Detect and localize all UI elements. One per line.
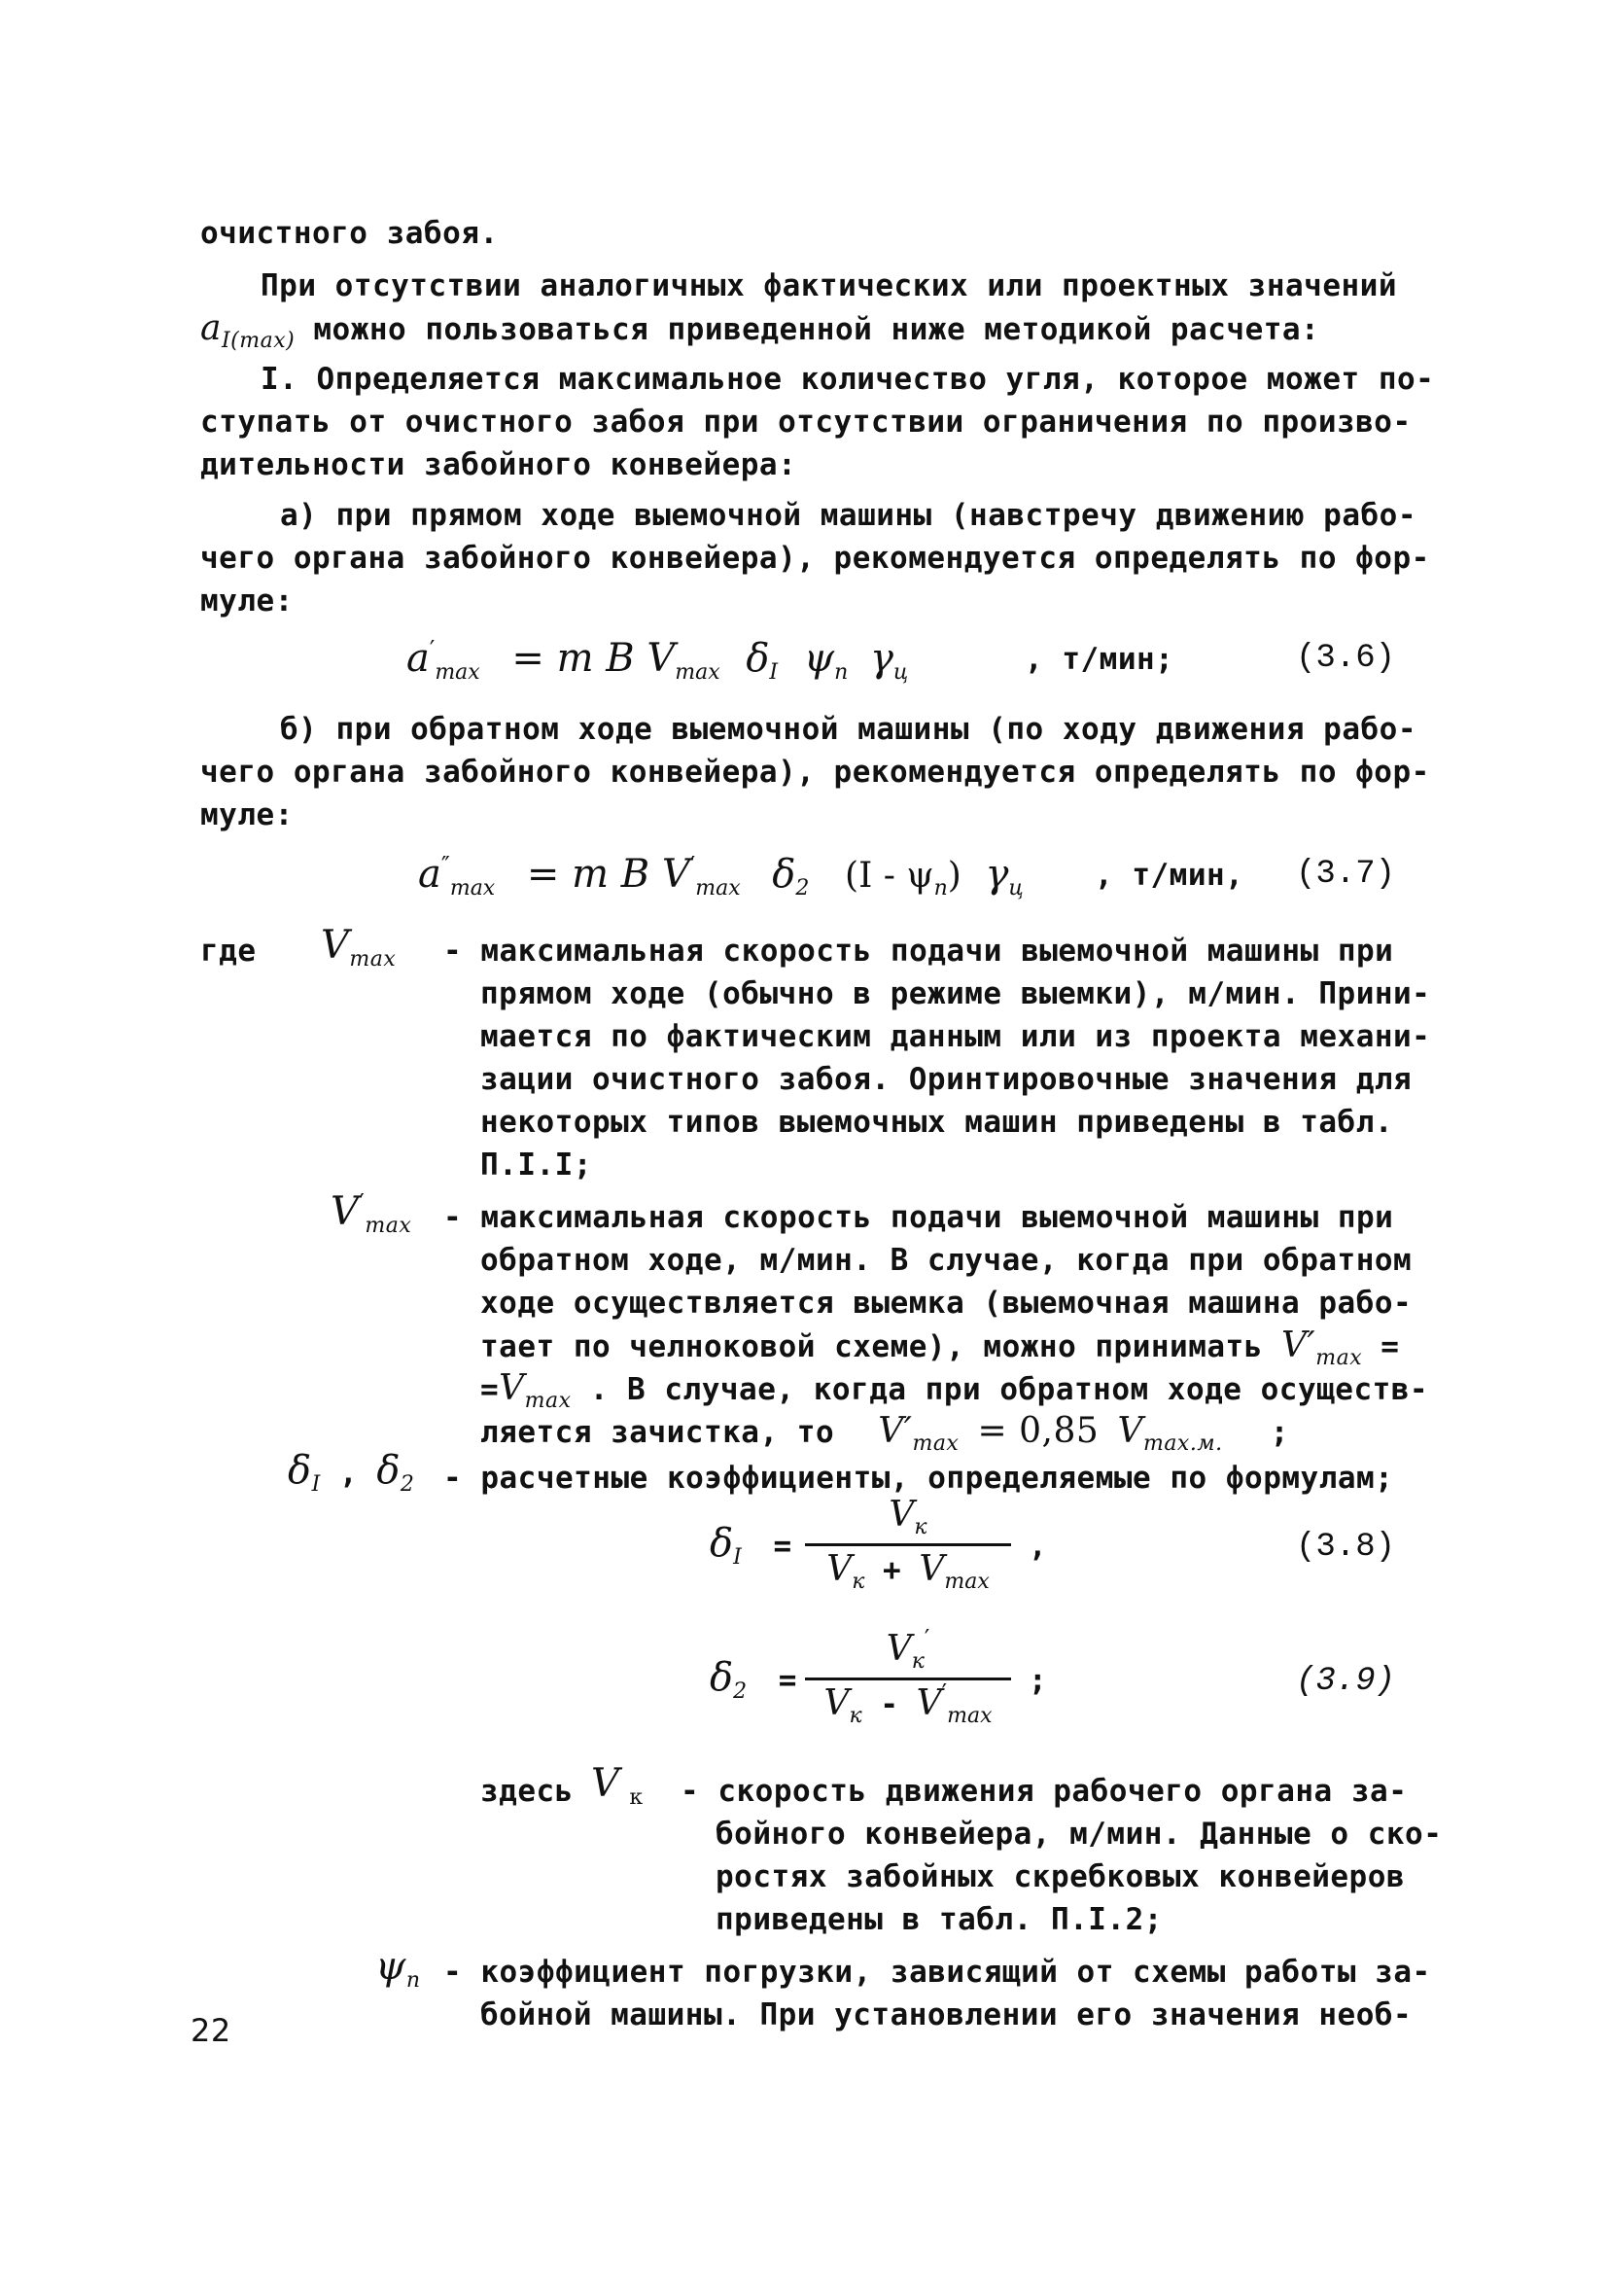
text-line: а) при прямом ходе выемочной машины (навстречу движению рабо- bbox=[280, 498, 1416, 533]
eq-symbol: V bbox=[499, 1368, 525, 1408]
text-fragment: . В случае, когда при обратном ходе осуществ- bbox=[589, 1372, 1429, 1407]
eq-symbol: V′ bbox=[878, 1411, 913, 1451]
text-line: - максимальная скорость подачи выемочной машины при bbox=[443, 934, 1394, 969]
eq-superscript: ′ bbox=[429, 636, 436, 663]
eq-subscript: max bbox=[675, 660, 720, 685]
equation-3-8-lhs bbox=[710, 1519, 791, 1574]
text-fragment: = bbox=[480, 1372, 500, 1407]
eq-symbol: = bbox=[778, 1663, 797, 1698]
eq-symbol: δ bbox=[376, 1448, 401, 1493]
eq-symbol: γ bbox=[985, 852, 1009, 897]
text-fragment: , bbox=[338, 1456, 359, 1491]
text-line: бойной машины. При установлении его значения необ- bbox=[480, 1997, 1413, 2032]
text-line: П.I.I; bbox=[480, 1148, 592, 1183]
eq-subscript: 2 bbox=[733, 1679, 748, 1704]
eq-subscript: ц bbox=[892, 660, 909, 685]
page-number: 22 bbox=[191, 2012, 231, 2049]
eq-subscript: ц bbox=[1008, 876, 1024, 901]
text-line: муле: bbox=[200, 583, 294, 618]
eq-subscript: к bbox=[911, 1649, 925, 1674]
eq-subscript: 2 bbox=[400, 1472, 415, 1497]
eq-symbol: a bbox=[406, 636, 430, 681]
eq-subscript: max bbox=[449, 876, 496, 901]
equation-unit: , т/мин; bbox=[1025, 642, 1174, 677]
eq-symbol: ) bbox=[947, 856, 961, 896]
eq-symbol: V bbox=[886, 1629, 912, 1669]
eq-symbol: V bbox=[331, 1189, 360, 1234]
text-line: чего органа забойного конвейера), рекомендуется определять по фор- bbox=[200, 755, 1430, 790]
eq-subscript: I bbox=[311, 1472, 321, 1497]
where-word: где bbox=[200, 934, 257, 969]
eq-subscript: max.м. bbox=[1142, 1431, 1223, 1456]
eq-superscript: ′ bbox=[359, 1189, 366, 1217]
text-line: - расчетные коэффициенты, определяемые по формулам; bbox=[443, 1461, 1394, 1496]
eq-symbol: V bbox=[1117, 1411, 1143, 1451]
fraction-denominator bbox=[805, 1546, 1011, 1598]
fraction-denominator bbox=[805, 1680, 1011, 1732]
eq-subscript: I bbox=[769, 660, 779, 685]
symbol-a-max: a bbox=[200, 308, 222, 348]
eq-subscript: max bbox=[912, 1431, 960, 1456]
eq-superscript: ″ bbox=[440, 852, 450, 879]
fraction-3-8 bbox=[805, 1492, 1011, 1598]
text-fragment: = bbox=[1381, 1329, 1400, 1364]
text-line: зации очистного забоя. Оринтировочные значения для bbox=[480, 1062, 1413, 1097]
eq-subscript: max bbox=[365, 1214, 412, 1238]
eq-subscript: I bbox=[733, 1545, 742, 1570]
eq-symbol: V bbox=[919, 1549, 945, 1589]
term-symbol bbox=[331, 1190, 411, 1240]
equation-3-9-lhs bbox=[710, 1653, 796, 1709]
eq-subscript: max bbox=[435, 660, 480, 685]
text-line: бойного конвейера, м/мин. Данные о ско- bbox=[716, 1817, 1443, 1852]
eq-subscript: max bbox=[1315, 1346, 1363, 1370]
text-line: чего органа забойного конвейера), рекомендуется определять по фор- bbox=[200, 541, 1430, 576]
eq-superscript: ′ bbox=[689, 852, 696, 879]
equation-3-6 bbox=[406, 634, 908, 689]
eq-symbol: = m B V bbox=[511, 636, 676, 681]
text-line: приведены в табл. П.I.2; bbox=[716, 1902, 1163, 1937]
eq-symbol: V bbox=[916, 1683, 942, 1723]
eq-subscript: max bbox=[944, 1570, 990, 1594]
text-fragment: ляется зачистка, то bbox=[480, 1415, 835, 1450]
eq-symbol: δ bbox=[710, 1521, 734, 1566]
text-line bbox=[200, 307, 1319, 355]
eq-symbol: V bbox=[826, 1549, 853, 1589]
eq-subscript: к bbox=[849, 1704, 862, 1728]
equation-tail: , bbox=[1029, 1529, 1048, 1564]
equation-number: (3.6) bbox=[1296, 640, 1396, 677]
text-line: - скорость движения рабочего органа за- bbox=[681, 1774, 1408, 1809]
text-line bbox=[480, 1325, 1399, 1372]
eq-superscript: ′ bbox=[941, 1679, 948, 1707]
eq-symbol: a bbox=[418, 852, 441, 897]
here-word: здесь bbox=[480, 1774, 574, 1809]
text-line: дительности забойного конвейера: bbox=[200, 447, 797, 482]
text-line: некоторых типов выемочных машин приведены в табл. bbox=[480, 1105, 1394, 1140]
text-line: При отсутствии аналогичных фактических или проектных значений bbox=[261, 268, 1397, 303]
symbol-subscript: I(max) bbox=[221, 329, 296, 353]
eq-subscript: max bbox=[695, 876, 741, 901]
eq-symbol: V bbox=[591, 1761, 620, 1806]
eq-symbol: - bbox=[880, 1687, 898, 1722]
eq-symbol: γ bbox=[870, 636, 893, 681]
fraction-3-9 bbox=[805, 1626, 1011, 1732]
text-line: обратном ходе, м/мин. В случае, когда при обратном bbox=[480, 1243, 1413, 1278]
text-fragment: ; bbox=[1270, 1415, 1289, 1450]
eq-subscript: n bbox=[405, 1968, 421, 1993]
eq-subscript: к bbox=[914, 1515, 927, 1539]
term-symbol bbox=[591, 1762, 644, 1812]
text-line: ступать от очистного забоя при отсутствии ограничения по произво- bbox=[200, 405, 1412, 440]
eq-symbol: V bbox=[889, 1495, 915, 1535]
eq-subscript: n bbox=[834, 660, 849, 685]
text-line: прямом ходе (обычно в режиме выемки), м/мин. Прини- bbox=[480, 976, 1431, 1011]
eq-symbol: V bbox=[321, 923, 350, 968]
text-line: муле: bbox=[200, 797, 294, 832]
eq-symbol: δ bbox=[288, 1448, 312, 1493]
eq-symbol: = m B V bbox=[526, 852, 690, 897]
eq-subscript: к bbox=[629, 1785, 644, 1810]
eq-symbol: δ bbox=[746, 636, 770, 681]
eq-symbol: ψ bbox=[803, 636, 835, 681]
term-symbol bbox=[321, 924, 396, 973]
fraction-numerator bbox=[805, 1492, 1011, 1546]
eq-subscript: n bbox=[933, 876, 948, 901]
text-line: - максимальная скорость подачи выемочной машины при bbox=[443, 1200, 1394, 1235]
eq-symbol: δ bbox=[710, 1655, 734, 1700]
eq-symbol: = bbox=[773, 1529, 792, 1564]
text-line: мается по фактическим данным или из проекта механи- bbox=[480, 1019, 1431, 1054]
eq-subscript: 2 bbox=[795, 876, 810, 901]
text-fragment: тает по челноковой схеме), можно принимать bbox=[480, 1329, 1263, 1364]
text-line: б) при обратном ходе выемочной машины (по ходу движения рабо- bbox=[280, 712, 1416, 747]
eq-symbol: + bbox=[883, 1553, 901, 1588]
equation-number: (3.8) bbox=[1296, 1529, 1396, 1566]
equation-unit: , т/мин, bbox=[1095, 858, 1244, 893]
term-symbol bbox=[288, 1449, 414, 1499]
equation-tail: ; bbox=[1029, 1663, 1048, 1698]
text-fragment: можно пользоваться приведенной ниже методикой расчета: bbox=[313, 312, 1320, 347]
eq-superscript: ′ bbox=[924, 1625, 930, 1652]
text-line bbox=[480, 1367, 1428, 1415]
text-line: ростях забойных скребковых конвейеров bbox=[716, 1859, 1406, 1894]
term-symbol bbox=[375, 1945, 421, 1995]
eq-subscript: max bbox=[349, 947, 397, 971]
fraction-numerator bbox=[805, 1626, 1011, 1680]
text-line bbox=[480, 1410, 1289, 1458]
eq-symbol: ψ bbox=[375, 1944, 406, 1989]
eq-symbol: V′ bbox=[1281, 1325, 1316, 1365]
eq-subscript: max bbox=[524, 1389, 572, 1413]
text-line: очистного забоя. bbox=[200, 216, 499, 251]
equation-3-7 bbox=[418, 850, 1024, 905]
equation-number: (3.9) bbox=[1296, 1663, 1396, 1700]
eq-symbol: V bbox=[823, 1683, 850, 1723]
eq-subscript: max bbox=[947, 1704, 993, 1728]
text-line: ходе осуществляется выемка (выемочная машина рабо- bbox=[480, 1286, 1413, 1321]
eq-symbol: (I - ψ bbox=[845, 856, 934, 896]
equation-number: (3.7) bbox=[1296, 856, 1396, 893]
text-line: I. Определяется максимальное количество угля, которое может по- bbox=[261, 362, 1435, 397]
eq-subscript: к bbox=[852, 1570, 865, 1594]
eq-symbol: δ bbox=[772, 852, 796, 897]
text-line: - коэффициент погрузки, зависящий от схемы работы за- bbox=[443, 1955, 1431, 1990]
eq-symbol: = 0,85 bbox=[977, 1411, 1100, 1451]
